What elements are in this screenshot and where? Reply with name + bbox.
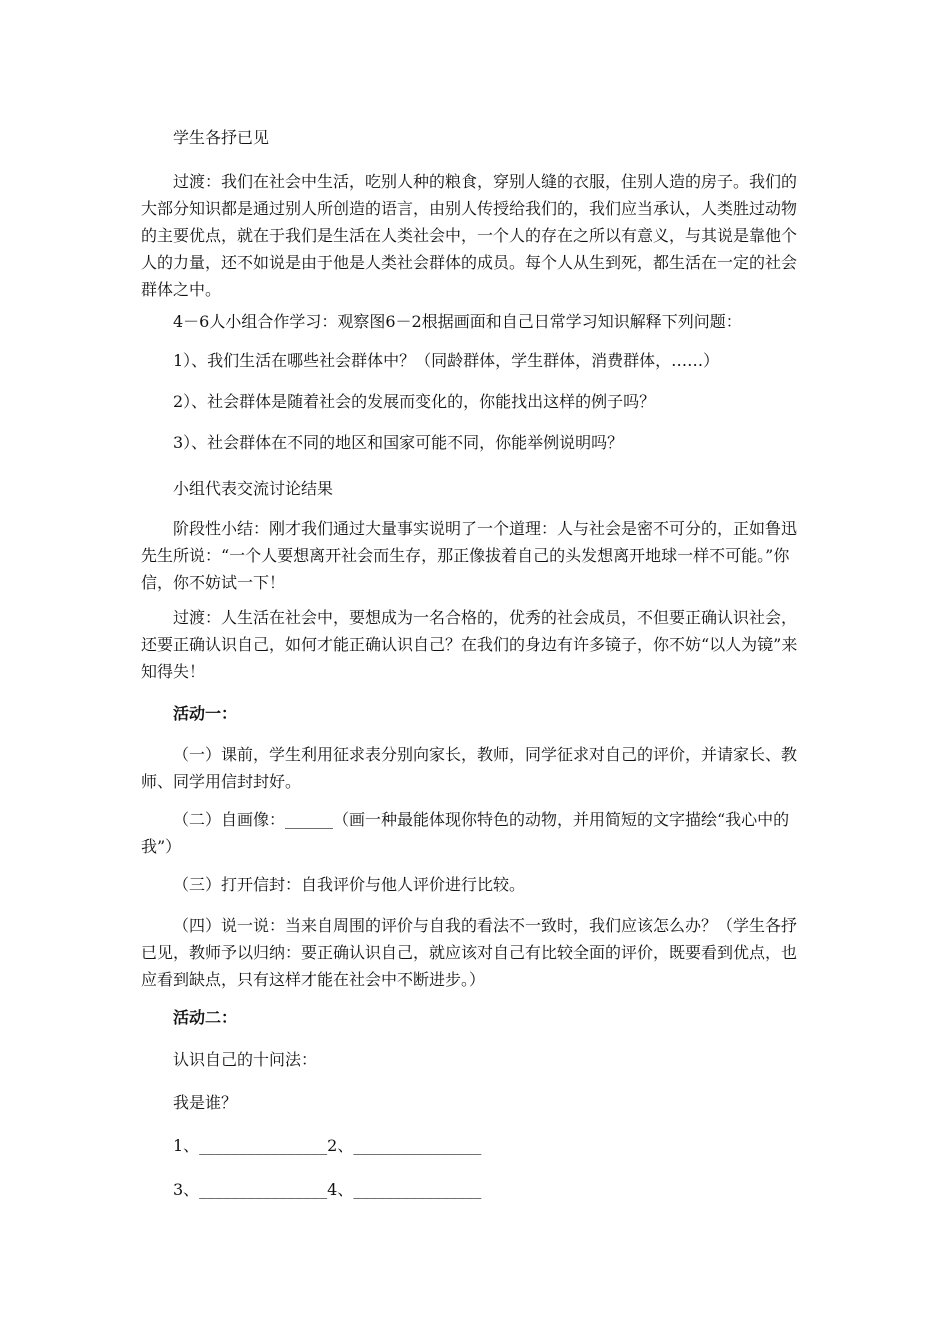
question-who-am-i: 我是谁？ — [173, 1093, 238, 1112]
activity-1-step-4: （四）说一说：当来自周围的评价与自我的看法不一致时，我们应该怎么办？（学生各抒已见，教师予以归纳：要正确认识自己，就应该对自己有比较全面的评价，既要看到优点，也应看到缺点，只有这样才能在社会中不断进步。） — [141, 916, 798, 989]
question-3: 3）、社会群体在不同的地区和国家可能不同，你能举例说明吗？ — [173, 433, 624, 452]
paragraph-transition-2: 过渡：人生活在社会中，要想成为一名合格的，优秀的社会成员，不但要正确认识社会，还要正确认识自己，如何才能正确认识自己？在我们的身边有许多镜子，你不妨“以人为镜”来知得失！ — [141, 608, 798, 681]
paragraph-group-report: 小组代表交流讨论结果 — [173, 479, 334, 498]
heading-activity-2: 活动二： — [173, 1008, 238, 1027]
answer-lines-3-4: 3、________________4、________________ — [173, 1180, 482, 1199]
paragraph-stage-summary: 阶段性小结：刚才我们通过大量事实说明了一个道理：人与社会是密不可分的，正如鲁迅先生所说：“一个人要想离开社会而生存，那正像拔着自己的头发想离开地球一样不可能。”你信，你不妨试一下！ — [141, 519, 798, 592]
paragraph-students-opinions: 学生各抒已见 — [173, 128, 270, 147]
question-2: 2）、社会群体是随着社会的发展而变化的，你能找出这样的例子吗？ — [173, 392, 656, 411]
paragraph-transition-1: 过渡：我们在社会中生活，吃别人种的粮食，穿别人缝的衣服，住别人造的房子。我们的大部分知识都是通过别人所创造的语言，由别人传授给我们的，我们应当承认，人类胜过动物的主要优点，就在于我们是生活在人类社会中，一个人的存在之所以有意义，与其说是靠他个人的力量，还不如说是由于他是人类社会群体的成员。每个人从生到死，都生活在一定的社会群体之中。 — [141, 172, 798, 299]
paragraph-group-study: 4－6人小组合作学习：观察图6－2根据画面和自己日常学习知识解释下列问题： — [173, 312, 742, 331]
activity-1-step-2: （二）自画像：______（画一种最能体现你特色的动物，并用简短的文字描绘“我心中的我”） — [141, 810, 790, 856]
heading-activity-1: 活动一： — [173, 704, 238, 723]
question-1: 1）、我们生活在哪些社会群体中？（同龄群体，学生群体，消费群体，……） — [173, 351, 720, 370]
activity-1-step-3: （三）打开信封：自我评价与他人评价进行比较。 — [173, 875, 526, 894]
answer-lines-1-2: 1、________________2、________________ — [173, 1136, 482, 1155]
activity-1-step-1: （一）课前，学生利用征求表分别向家长，教师，同学征求对自己的评价，并请家长、教师、同学用信封封好。 — [141, 745, 798, 791]
paragraph-ten-questions: 认识自己的十问法： — [173, 1050, 318, 1069]
